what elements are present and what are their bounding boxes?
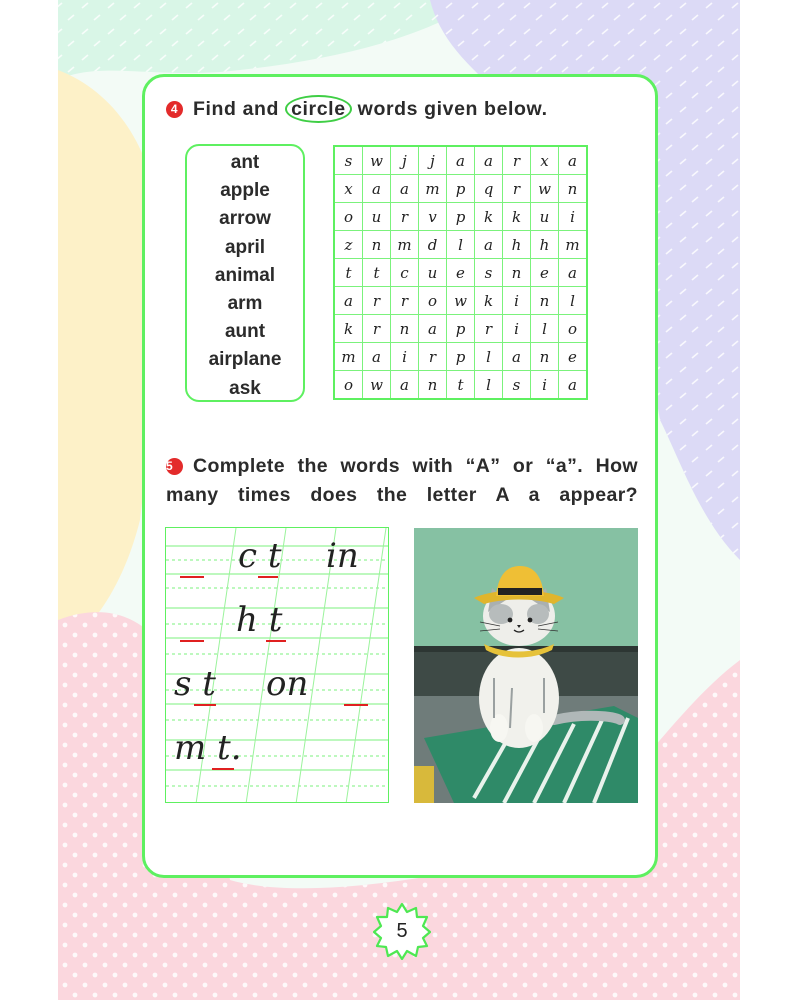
grid-cell[interactable]: x: [531, 146, 559, 175]
grid-cell[interactable]: u: [363, 203, 391, 231]
grid-cell[interactable]: i: [391, 343, 419, 371]
q4-title-after: words given below.: [357, 98, 548, 120]
grid-cell[interactable]: j: [419, 146, 447, 175]
grid-row: [334, 371, 587, 400]
grid-cell[interactable]: a: [363, 343, 391, 371]
grid-cell[interactable]: r: [475, 315, 503, 343]
grid-cell[interactable]: l: [475, 343, 503, 371]
cat-illustration: [414, 528, 638, 803]
answer-blank[interactable]: [266, 640, 286, 642]
grid-cell[interactable]: w: [447, 287, 475, 315]
grid-cell[interactable]: s: [475, 259, 503, 287]
grid-cell[interactable]: d: [419, 231, 447, 259]
grid-cell[interactable]: s: [334, 146, 363, 175]
copybook-word-2: in: [326, 536, 359, 576]
word-list-item: airplane: [208, 349, 282, 371]
grid-cell[interactable]: r: [363, 287, 391, 315]
grid-row: [334, 203, 587, 231]
grid-cell[interactable]: o: [559, 315, 588, 343]
grid-cell[interactable]: i: [503, 287, 531, 315]
grid-cell[interactable]: i: [503, 315, 531, 343]
grid-cell[interactable]: l: [531, 315, 559, 343]
grid-cell[interactable]: p: [447, 343, 475, 371]
grid-cell[interactable]: n: [503, 259, 531, 287]
answer-blank[interactable]: [194, 704, 216, 706]
grid-cell[interactable]: l: [475, 371, 503, 400]
grid-cell[interactable]: r: [391, 203, 419, 231]
q4-title-circled: circle: [285, 95, 352, 123]
answer-blank[interactable]: [212, 768, 234, 770]
grid-cell[interactable]: p: [447, 175, 475, 203]
grid-cell[interactable]: m: [391, 231, 419, 259]
grid-cell[interactable]: a: [363, 175, 391, 203]
grid-row: [334, 146, 587, 175]
answer-blank[interactable]: [180, 576, 204, 578]
grid-cell[interactable]: k: [475, 203, 503, 231]
grid-cell[interactable]: r: [503, 175, 531, 203]
copybook-area: [165, 527, 389, 803]
grid-cell[interactable]: e: [531, 259, 559, 287]
grid-row: [334, 175, 587, 203]
copybook-word-1: c t: [238, 536, 282, 576]
grid-cell[interactable]: a: [475, 231, 503, 259]
grid-cell[interactable]: q: [475, 175, 503, 203]
word-list-item: ask: [229, 377, 261, 399]
grid-cell[interactable]: t: [334, 259, 363, 287]
grid-cell[interactable]: a: [559, 259, 588, 287]
grid-cell[interactable]: n: [391, 315, 419, 343]
grid-cell[interactable]: a: [559, 371, 588, 400]
word-list-item: arm: [227, 292, 263, 314]
grid-row: [334, 259, 587, 287]
grid-cell[interactable]: r: [419, 343, 447, 371]
grid-row: [334, 343, 587, 371]
grid-cell[interactable]: v: [419, 203, 447, 231]
copybook-word-6: m t.: [174, 728, 242, 768]
grid-cell[interactable]: k: [503, 203, 531, 231]
grid-cell[interactable]: o: [334, 203, 363, 231]
grid-cell[interactable]: i: [559, 203, 588, 231]
q5-number-badge: 5: [166, 458, 183, 475]
grid-cell[interactable]: m: [334, 343, 363, 371]
grid-cell[interactable]: i: [531, 371, 559, 400]
word-list: [185, 144, 305, 402]
grid-row: [334, 287, 587, 315]
grid-cell[interactable]: l: [559, 287, 588, 315]
q4-title: [166, 95, 548, 123]
grid-cell[interactable]: a: [559, 146, 588, 175]
grid-cell[interactable]: a: [447, 146, 475, 175]
grid-cell[interactable]: c: [391, 259, 419, 287]
grid-cell[interactable]: t: [363, 259, 391, 287]
grid-cell[interactable]: p: [447, 203, 475, 231]
grid-cell[interactable]: p: [447, 315, 475, 343]
word-list-item: animal: [214, 264, 276, 286]
grid-cell[interactable]: w: [531, 175, 559, 203]
answer-blank[interactable]: [344, 704, 368, 706]
grid-cell[interactable]: a: [475, 146, 503, 175]
word-search-grid: [333, 145, 588, 400]
word-list-item: apple: [220, 180, 270, 202]
grid-cell[interactable]: m: [559, 231, 588, 259]
copybook-word-3: h t: [236, 600, 283, 640]
q5-instructions: [166, 452, 638, 510]
grid-cell[interactable]: h: [503, 231, 531, 259]
grid-cell[interactable]: j: [391, 146, 419, 175]
grid-cell[interactable]: z: [334, 231, 363, 259]
grid-cell[interactable]: n: [419, 371, 447, 400]
word-list-item: aunt: [224, 321, 266, 343]
grid-cell[interactable]: a: [419, 315, 447, 343]
grid-cell[interactable]: e: [559, 343, 588, 371]
grid-cell[interactable]: n: [531, 343, 559, 371]
grid-cell[interactable]: a: [503, 343, 531, 371]
grid-cell[interactable]: t: [447, 371, 475, 400]
word-list-item: ant: [230, 152, 260, 173]
grid-cell[interactable]: a: [391, 371, 419, 400]
grid-cell[interactable]: o: [419, 287, 447, 315]
grid-cell[interactable]: m: [419, 175, 447, 203]
q4-number-badge: 4: [166, 101, 183, 118]
grid-cell[interactable]: n: [363, 231, 391, 259]
answer-blank[interactable]: [180, 640, 204, 642]
grid-cell[interactable]: h: [531, 231, 559, 259]
grid-cell[interactable]: n: [559, 175, 588, 203]
word-list-item: april: [224, 236, 266, 258]
grid-cell[interactable]: k: [334, 315, 363, 343]
q5-line-1: Complete the words with “A” or “a”. How: [193, 455, 638, 477]
grid-cell[interactable]: l: [447, 231, 475, 259]
grid-cell[interactable]: r: [503, 146, 531, 175]
grid-cell[interactable]: s: [503, 371, 531, 400]
grid-cell[interactable]: u: [419, 259, 447, 287]
grid-cell[interactable]: r: [391, 287, 419, 315]
q5-line-2: many times does the letter A a appear?: [166, 484, 638, 506]
page-number: 5: [396, 920, 408, 942]
grid-cell[interactable]: w: [363, 146, 391, 175]
grid-cell[interactable]: w: [363, 371, 391, 400]
grid-cell[interactable]: u: [531, 203, 559, 231]
q4-title-before: Find and: [193, 98, 280, 120]
word-list-item: arrow: [219, 208, 271, 230]
grid-cell[interactable]: a: [391, 175, 419, 203]
grid-cell[interactable]: n: [531, 287, 559, 315]
grid-cell[interactable]: a: [334, 287, 363, 315]
grid-cell[interactable]: r: [363, 315, 391, 343]
grid-cell[interactable]: x: [334, 175, 363, 203]
grid-row: [334, 231, 587, 259]
grid-cell[interactable]: k: [475, 287, 503, 315]
grid-row: [334, 315, 587, 343]
grid-cell[interactable]: e: [447, 259, 475, 287]
copybook-word-4: s t: [174, 664, 216, 704]
grid-cell[interactable]: o: [334, 371, 363, 400]
answer-blank[interactable]: [258, 576, 278, 578]
copybook-word-5: on: [266, 664, 309, 704]
